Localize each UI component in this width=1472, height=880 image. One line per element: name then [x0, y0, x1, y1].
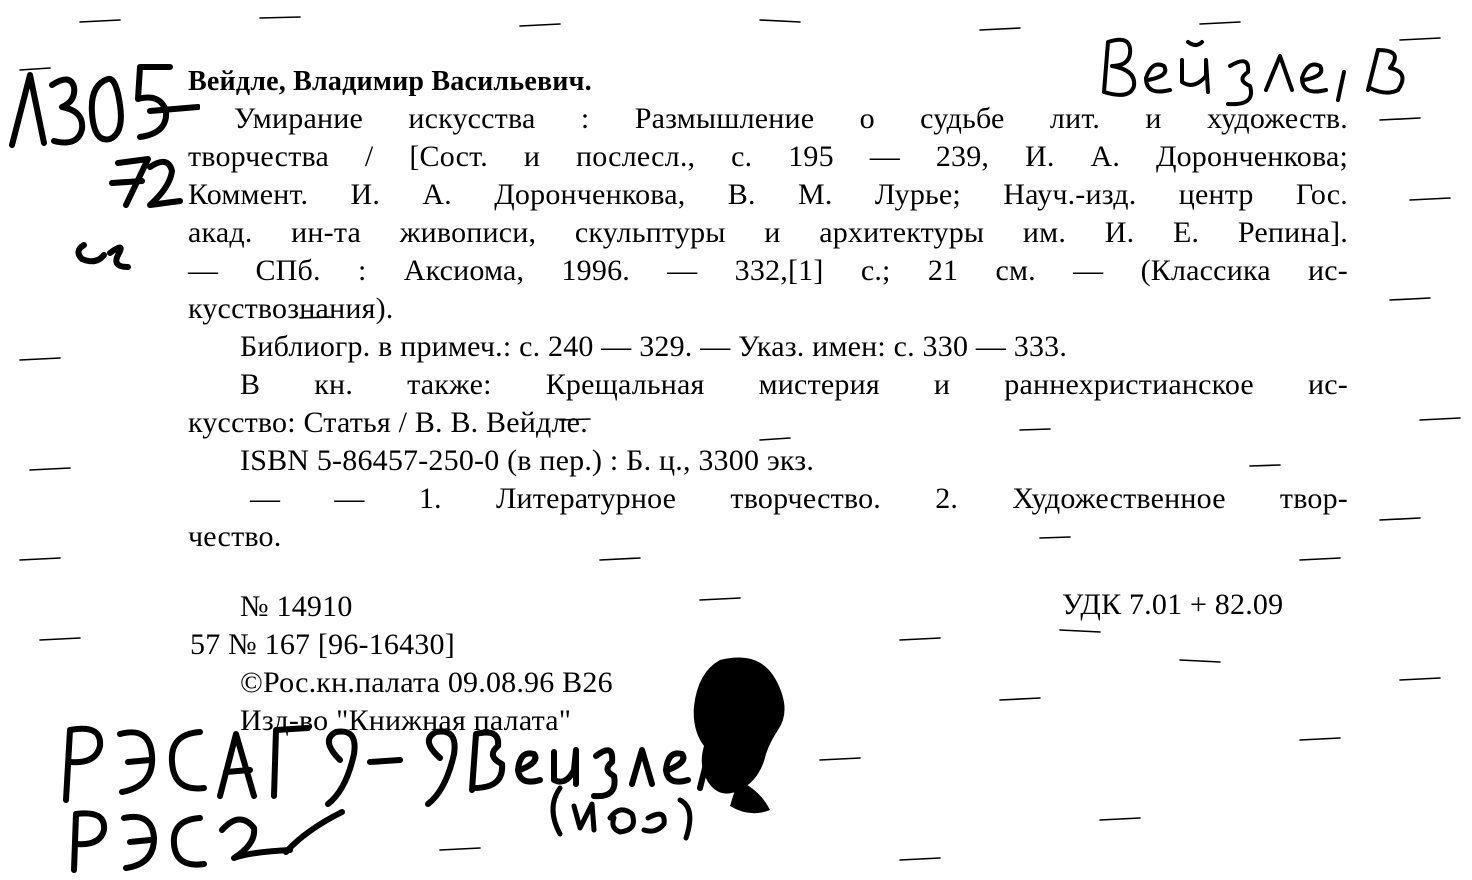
entry-contents-note-line-1: В кн. также: Крещальная мистерия и раннехристианское ис-	[240, 368, 1348, 401]
entry-isbn: ISBN 5-86457-250-0 (в пер.) : Б. ц., 3300 экз.	[240, 444, 815, 477]
handwritten-call-number-line-2	[50, 790, 350, 880]
entry-bibliography-note: Библиогр. в примеч.: с. 240 — 329. — Указ. имен: с. 330 — 333.	[240, 330, 1068, 363]
footer-card-number: № 14910	[240, 590, 353, 623]
handwritten-year-note	[540, 778, 740, 848]
entry-title-line-3: Коммент. И. А. Доронченкова, В. М. Лурье; Науч.-изд. центр Гос.	[188, 178, 1348, 211]
entry-title-line-1: Умирание искусства : Размышление о судьбе лит. и художеств.	[234, 102, 1348, 135]
entry-title-line-6: кусствознания).	[188, 292, 394, 325]
footer-registry: 57 № 167 [96-16430]	[190, 628, 455, 661]
entry-subjects-line-2: чество.	[188, 520, 282, 553]
footer-publisher: Изд-во "Книжная палата"	[240, 704, 572, 737]
entry-title-line-2: творчества / [Сост. и послесл., с. 195 — 239, И. А. Доронченкова;	[188, 140, 1348, 173]
entry-title-line-5: — СПб. : Аксиома, 1996. — 332,[1] с.; 21 см. — (Классика ис-	[188, 254, 1348, 287]
entry-subjects-line-1: — — 1. Литературное творчество. 2. Художественное твор-	[250, 482, 1348, 515]
footer-copyright: ©Рос.кн.палата 09.08.96 В26	[240, 666, 613, 699]
entry-title-line-4: акад. ин-та живописи, скульптуры и архитектуры им. И. Е. Репина].	[188, 216, 1348, 249]
entry-contents-note-line-2: кусство: Статья / В. В. Вейдле.	[188, 406, 588, 439]
footer-udk: УДК 7.01 + 82.09	[1062, 588, 1284, 621]
handwritten-shelf-mark-top	[0, 0, 1, 1]
handwritten-shelf-mark	[0, 55, 200, 295]
entry-author: Вейдле, Владимир Васильевич.	[188, 66, 592, 97]
